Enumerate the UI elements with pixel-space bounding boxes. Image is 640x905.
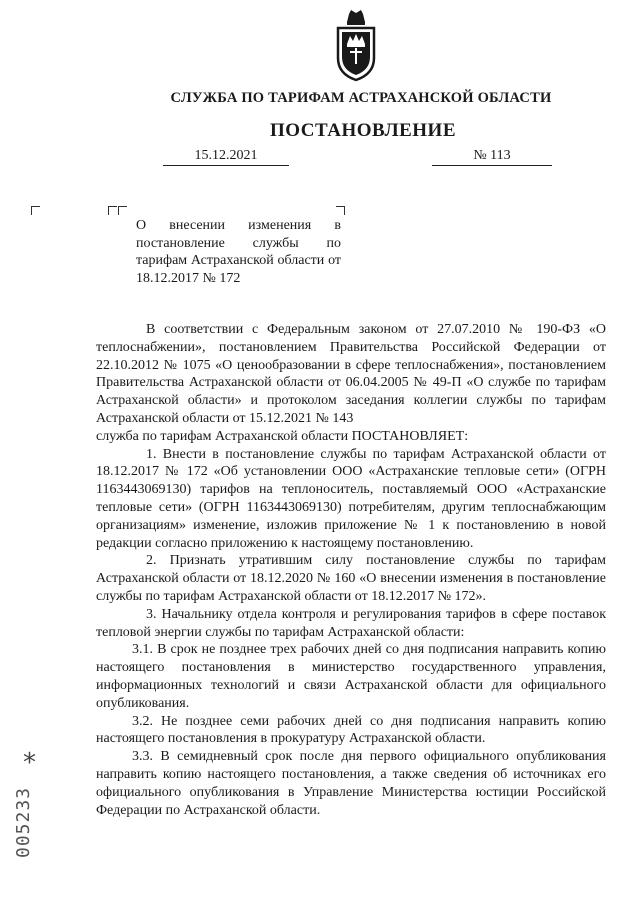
document-date: 15.12.2021 <box>163 147 289 166</box>
item-3-2: 3.2. Не позднее семи рабочих дней со дня подписания направить копию настоящего постановления в прокуратуру Астраханской области. <box>96 713 606 747</box>
registration-code: 005233 <box>13 786 34 858</box>
document-body <box>96 321 606 819</box>
item-3-3: 3.3. В семидневный срок после дня первого официального опубликования направить копию настоящего постановления, а также сведения об источниках его официального опубликования в Управление Министерства юстиции Российской Федерации по Астраханской области. <box>96 749 606 818</box>
document-subject: О внесении изменения в постановление службы по тарифам Астраханской области от 18.12.2017 № 172 <box>136 218 341 286</box>
coat-of-arms-icon <box>331 10 381 82</box>
corner-mark <box>31 206 40 215</box>
organization-name: СЛУЖБА ПО ТАРИФАМ АСТРАХАНСКОЙ ОБЛАСТИ <box>170 90 552 106</box>
item-1: 1. Внести в постановление службы по тарифам Астраханской области от 18.12.2017 № 172 «Об установлении ООО «Астраханские тепловые сети» (ОГРН 1163443069130) тарифов на теплоноситель, поставляемый ООО «Астраханские тепловые сети» (ОГРН 1163443069130) потребителям, другим теплоснабжающим организациям» изменение, изложив приложение № 1 к постановлению в новой редакции согласно приложению к настоящему постановлению. <box>96 446 606 551</box>
document-number: № 113 <box>432 147 552 166</box>
corner-mark <box>336 206 345 215</box>
item-2: 2. Признать утратившим силу постановление службы по тарифам Астраханской области от 18.12.2020 № 160 «О внесении изменения в постановление службы по тарифам Астраханской области от 18.12.2017 № 172». <box>96 553 606 604</box>
intro-paragraph: В соответствии с Федеральным законом от 27.07.2010 № 190-ФЗ «О теплоснабжении», постановлением Правительства Российской Федерации от 22.10.2012 № 1075 «О ценообразовании в сфере теплоснабжения», постановлением Правительства Астраханской области от 06.04.2005 № 49-П «О службе по тарифам Астраханской области» и протоколом заседания коллегии службы по тарифам Астраханской области от 15.12.2021 № 143 <box>96 322 606 426</box>
item-3: 3. Начальнику отдела контроля и регулирования тарифов в сфере поставок тепловой энергии службы по тарифам Астраханской области: <box>96 606 606 640</box>
item-3-1: 3.1. В срок не позднее трех рабочих дней со дня подписания направить копию настоящего постановления в министерство государственного управления, информационных технологий и связи Астраханской области для официального опубликования. <box>96 642 606 711</box>
corner-mark <box>108 206 117 215</box>
corner-mark <box>118 206 127 215</box>
resolve-line: служба по тарифам Астраханской области ПОСТАНОВЛЯЕТ: <box>96 428 469 444</box>
document-type: ПОСТАНОВЛЕНИЕ <box>269 120 457 141</box>
side-mark: * <box>23 748 36 778</box>
